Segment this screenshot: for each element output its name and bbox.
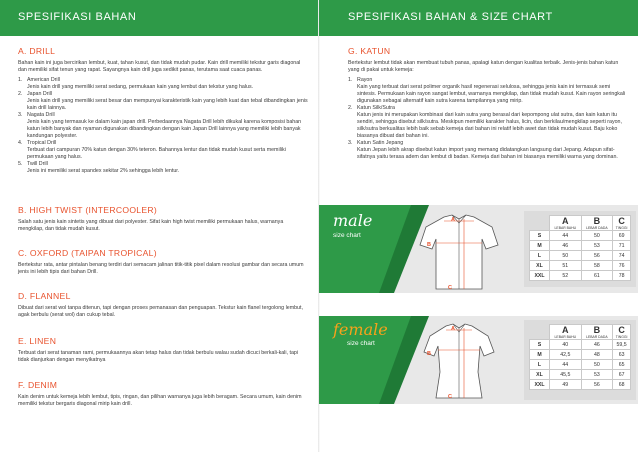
male-size-chart-band [319, 205, 638, 293]
table-row: S 44 50 69 [530, 231, 631, 241]
female-size-chart-label: size chart [347, 340, 375, 347]
male-label: male [333, 211, 373, 230]
male-pointer-a: A [451, 217, 455, 223]
drill-title: A. DRILL [18, 46, 56, 56]
male-size-table [529, 215, 631, 281]
section-linen [18, 336, 308, 364]
list-item: 1. American Drill Jenis kain drill yang memiliki serat sedang, permukaan kain yang lembut dan tekstur yang halus. [18, 77, 254, 90]
drill-list [18, 77, 308, 175]
section-denim [18, 380, 308, 408]
denim-text: Kain denim untuk kemeja lebih lembut, tipis, ringan, dan pilihan warnanya juga lebih beragam. Secara umum, kain denim memiliki tekstur bergaris diagonal mirip kain drill. [18, 394, 302, 407]
female-pointer-c: C [448, 394, 452, 400]
list-item: 2. Japan Drill Jenis kain drill yang memiliki serat besar dan mempunyai karakteristik kain yang lebih kuat dan tebal dibandingkan jenis kain drill lainnya. [18, 91, 308, 111]
female-pointer-b: B [427, 351, 431, 357]
flannel-text: Dibuat dari serat wol tanpa ditenun, tapi dengan proses pemanasan dan penguapan. Tekstur kain flanel tergolong lembut, agak berbulu (serat wol) dan cukup tebal. [18, 305, 303, 318]
female-label: female [333, 320, 388, 339]
female-pointer-a: A [451, 326, 455, 332]
high-twist-text: Salah satu jenis kain sintetis yang dibuat dari polyester. Sifat kain high twist memiliki permukaan halus, warnanya mengkilap, dan tidak mudah kusut. [18, 219, 284, 232]
list-item: 4. Tropical Drill Terbuat dari campuran 70% katun dengan 30% teteron. Bahannya lentur dan tidak mudah kusut serta memiliki permukaan yang halus. [18, 140, 286, 160]
table-row: M 42,5 48 63 [530, 350, 631, 360]
table-row: L 44 50 65 [530, 360, 631, 370]
table-row: XXL 49 56 68 [530, 380, 631, 390]
table-row: L 50 56 74 [530, 251, 631, 261]
table-row: XL 51 58 76 [530, 261, 631, 271]
right-header-title: SPESIFIKASI BAHAN & SIZE CHART [348, 11, 553, 23]
male-pointer-b: B [427, 242, 431, 248]
right-page [319, 0, 638, 452]
list-item: 1. Rayon Kain yang terbuat dari serat polimer organik hasil regenerasi selulosa, sehingga jenis kain ini termasuk semi sintesis. Permukaan kain rayon sangat lembut, warnanya mengkilap, dan tidak mudah kusut. Kain rayon seringkali digunakan sebagai alternatif kain sutra karena tampilannya yang mirip. [348, 77, 626, 104]
female-col-b: B LEBAR DADA [581, 325, 613, 340]
female-size-table [529, 324, 631, 390]
female-shirt-icon [414, 322, 504, 402]
linen-title: E. LINEN [18, 336, 57, 346]
oxford-text: Bertekstur rata, antar pintalan benang terdiri dari semacam jalinan titik-titik pixel dalam resolusi gambar dan secara umum jenis ini lebih tipis dari bahan Drill. [18, 262, 304, 275]
male-size-chart-label: size chart [333, 232, 361, 239]
list-item: 3. Katun Satin Jepang Katun Jepan lebih akrap disebut katun import yang memang didatangkan langsung dari Jepang. Adapun sifat-sifatnya yaitu terasa adem dan lembut di badan. Kemeja dari bahan ini biasanya memiliki warna yang dominan. [348, 140, 618, 160]
table-row: XXL 52 61 78 [530, 271, 631, 281]
list-item: 5. Twill Drill Jenis ini memiliki serat spandex sekitar 2% sehingga lebih lentur. [18, 161, 180, 174]
katun-title: G. KATUN [348, 46, 391, 56]
list-item: 2. Katun Silk/Sutra Katun jenis ini merupakan kombinasi dari kain sutra yang berasal dari kepompong ulat sutra, dan kain katun itu sendiri, sehingga disebut silk/sutra. Meskipun memiliki karakter halus, licin, dan berkilau/mengkilap seperti rayon, silk/sutra berkualitas lebih baik sebab kemeja dari bahan ini relatif lebih awet dan tidak mudah kusut. Baju koko biasanya dibuat dari bahan ini. [348, 105, 622, 139]
female-col-a: A LEBAR BAHU [550, 325, 582, 340]
high-twist-title: B. HIGH TWIST (INTERCOOLER) [18, 205, 158, 215]
right-header-bar [319, 0, 638, 36]
table-row: S 40 46 59,5 [530, 340, 631, 350]
section-drill [18, 46, 308, 175]
section-katun [348, 46, 630, 161]
linen-text: Terbuat dari serat tanaman rami, permukaannya akan tetap halus dan tidak berbulu walau sudah dicuci berkali-kali, tapi tidak dianjurkan dengan menyikatnya [18, 350, 299, 363]
section-flannel [18, 291, 308, 319]
oxford-title: C. OXFORD (TAIPAN TROPICAL) [18, 248, 157, 258]
drill-intro: Bahan kain ini juga bercirikan lembut, kuat, tahan kusut, dan tidak mudah pudar. Kain drill memiliki tekstur garis diagonal dan memiliki sifat tenun yang rapat. Sayangnya kain drill juga sedikit panas, terutama saat cuaca panas. [18, 60, 301, 73]
table-row: XL 45,5 53 67 [530, 370, 631, 380]
male-shirt-icon [414, 213, 504, 293]
left-header-bar [0, 0, 319, 36]
denim-title: F. DENIM [18, 380, 58, 390]
female-size-chart-band [319, 316, 638, 404]
table-row: M 46 53 71 [530, 241, 631, 251]
section-high-twist [18, 205, 308, 233]
left-header-title: SPESIFIKASI BAHAN [18, 11, 137, 23]
list-item: 3. Nagata Drill Jenis kain yang termasuk ke dalam kain japan drill. Perbedaannya Nagata Drill lebih dikukal karena komposisi bahan katun lebih banyak dan nyaman digunakan dibandingkan dengan kain Japan Drill lainnya yang memiliki lebih banyak kandungan polyester. [18, 112, 302, 139]
katun-list [348, 77, 630, 161]
flannel-title: D. FLANNEL [18, 291, 71, 301]
male-pointer-c: C [448, 285, 452, 291]
katun-intro: Bertekstur lembut tidak akan membuat tubuh panas, apalagi katun dengan kualitas terbaik. Jenis-jenis bahan katun yang di pakai untuk kemeja: [348, 60, 619, 73]
male-col-a: A LEBAR BAHU [550, 216, 582, 231]
male-col-c: C TINGGI [613, 216, 631, 231]
female-col-c: C TINGGI [613, 325, 631, 340]
section-oxford [18, 248, 308, 276]
male-col-b: B LEBAR DADA [581, 216, 613, 231]
